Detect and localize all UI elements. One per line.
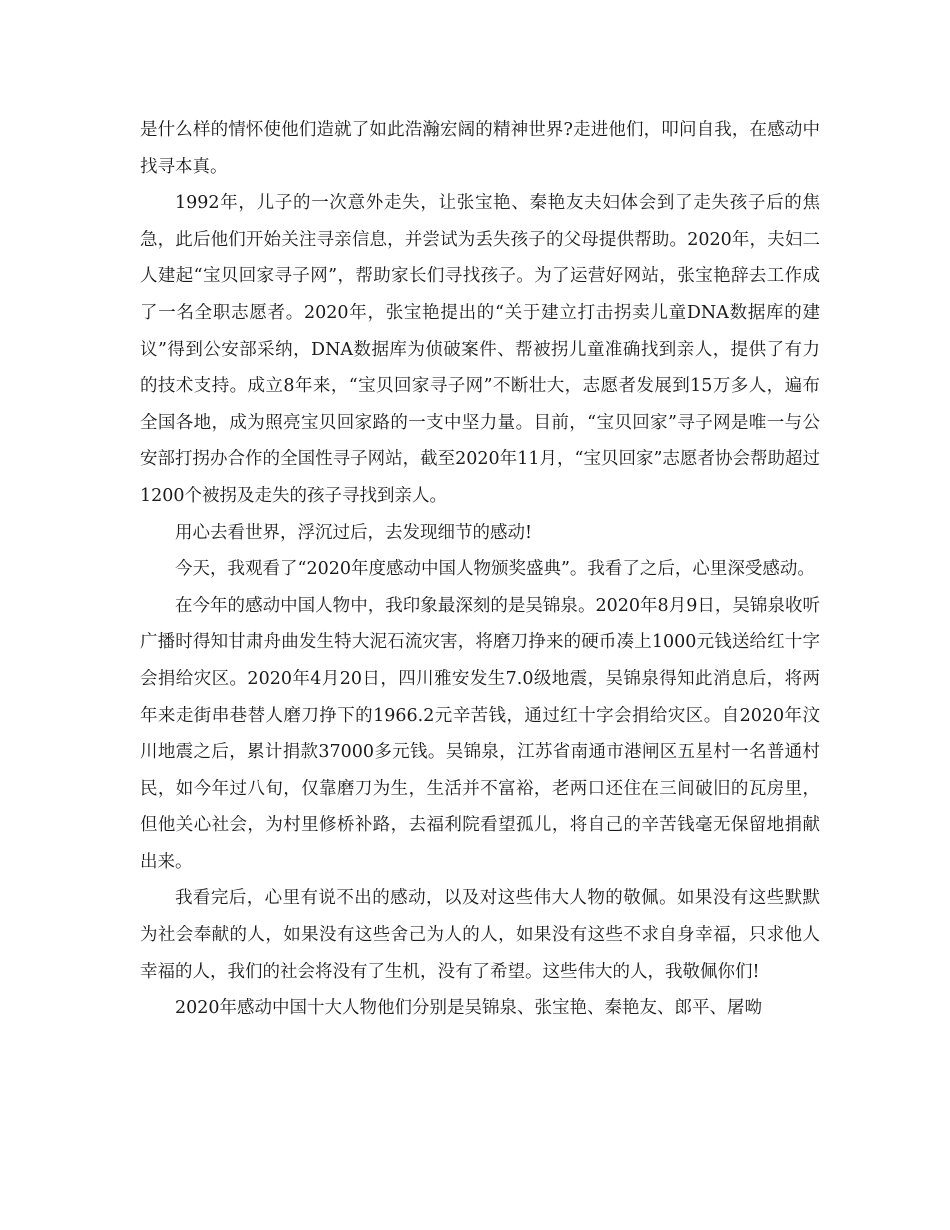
paragraph-7: 2020年感动中国十大人物他们分别是吴锦泉、张宝艳、秦艳友、郎平、屠呦 [175, 998, 763, 1019]
paragraph-1: 是什么样的情怀使他们造就了如此浩瀚宏阔的精神世界?走进他们，叩问自我，在感动中找寻本真。 [140, 120, 820, 177]
paragraph-4: 今天，我观看了“2020年度感动中国人物颁奖盛典”。我看了之后，心里深受感动。 [175, 559, 815, 580]
paragraph-2: 1992年，儿子的一次意外走失，让张宝艳、秦艳友夫妇体会到了走失孩子后的焦急，此后他们开始关注寻亲信息，并尝试为丢失孩子的父母提供帮助。2020年，夫妇二人建起“宝贝回家寻子网”，帮助家长们寻找孩子。为了运营好网站，张宝艳辞去工作成了一名全职志愿者。2020年，张宝艳提出的“关于建立打击拐卖儿童DNA数据库的建议”得到公安部采纳，DNA数据库为侦破案件、帮被拐儿童准确找到亲人，提供了有力的技术支持。成立8年来，“宝贝回家寻子网”不断壮大，志愿者发展到15万多人，遍布全国各地，成为照亮宝贝回家路的一支中坚力量。目前，“宝贝回家”寻子网是唯一与公安部打拐办合作的全国性寻子网站，截至2020年11月，“宝贝回家”志愿者协会帮助超过1200个被拐及走失的孩子寻找到亲人。 [140, 193, 820, 506]
paragraph-6: 我看完后，心里有说不出的感动，以及对这些伟大人物的敬佩。如果没有这些默默为社会奉献的人，如果没有这些舍己为人的人，如果没有这些不求自身幸福，只求他人幸福的人，我们的社会将没有了生机，没有了希望。这些伟大的人，我敬佩你们! [140, 888, 820, 982]
paragraph-3: 用心去看世界，浮沉过后，去发现细节的感动! [175, 522, 533, 543]
document-body [140, 112, 820, 1027]
paragraph-5: 在今年的感动中国人物中，我印象最深刻的是吴锦泉。2020年8月9日，吴锦泉收听广播时得知甘肃舟曲发生特大泥石流灾害，将磨刀挣来的硬币凑上1000元钱送给红十字会捐给灾区。2020年4月20日，四川雅安发生7.0级地震，吴锦泉得知此消息后，将两年来走街串巷替人磨刀挣下的1966.2元辛苦钱，通过红十字会捐给灾区。自2020年汶川地震之后，累计捐款37000多元钱。吴锦泉，江苏省南通市港闸区五星村一名普通村民，如今年过八旬，仅靠磨刀为生，生活并不富裕，老两口还住在三间破旧的瓦房里，但他关心社会，为村里修桥补路，去福利院看望孤儿，将自己的辛苦钱毫无保留地捐献出来。 [140, 595, 820, 872]
